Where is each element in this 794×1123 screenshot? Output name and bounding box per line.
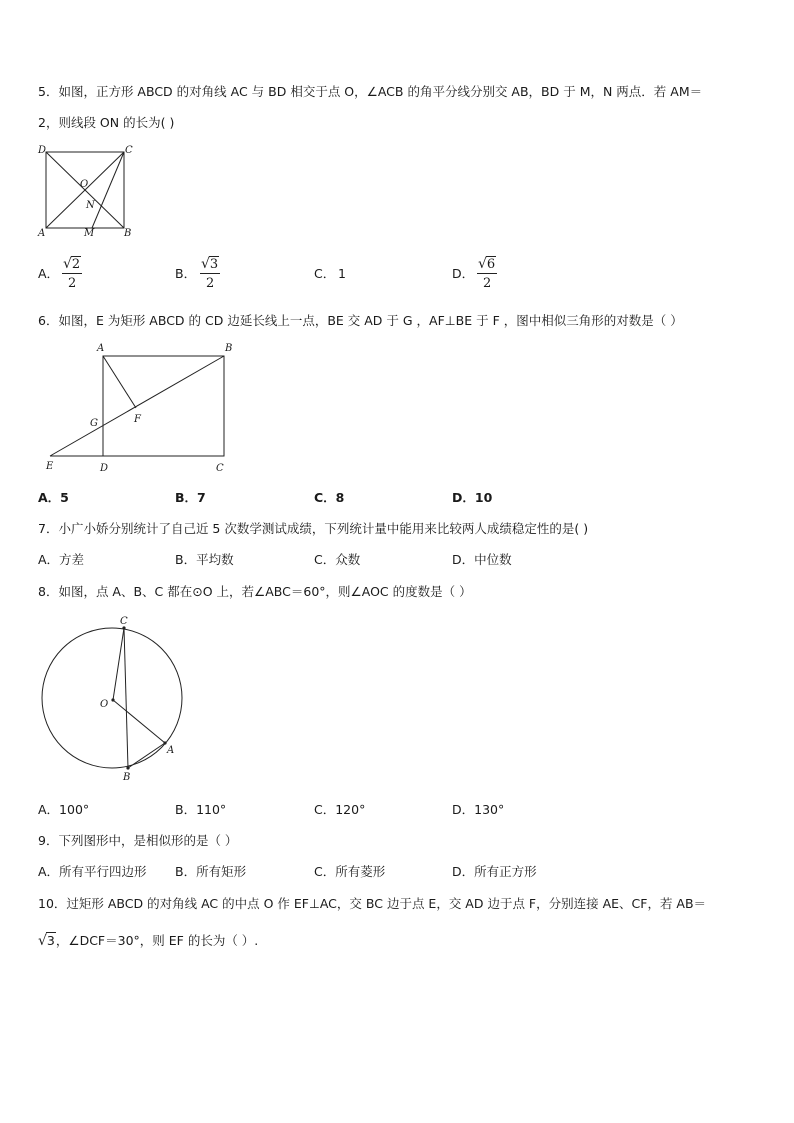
label-a: A [38, 228, 46, 239]
q8-option-c: C．120° [314, 802, 366, 817]
q10-stem-rest: ，∠DCF＝30°，则 EF 的长为（ ）. [55, 933, 259, 948]
line-be [50, 356, 224, 456]
label-b: B [225, 343, 233, 354]
q6-stem: 6．如图，E 为矩形 ABCD 的 CD 边延长线上一点，BE 交 AD 于 G ，AF⊥BE 于 F ，图中相似三角形的对数是（ ） [38, 313, 683, 328]
q8-option-a: A．100° [38, 802, 90, 817]
q6-option-b: B．7 [175, 490, 206, 505]
q5-option-c-value: 1 [338, 266, 346, 281]
label-e: E [46, 461, 54, 472]
q7-stem: 7．小广小娇分别统计了自己近 5 次数学测试成绩，下列统计量中能用来比较两人成绩稳定性的是( ) [38, 521, 589, 536]
q7-option-a: A．方差 [38, 552, 85, 567]
q8-stem: 8．如图，点 A、B、C 都在⊙O 上，若∠ABC＝60°，则∠AOC 的度数是（ ） [38, 584, 472, 599]
q5-square-figure [36, 142, 136, 240]
q6-option-d: D．10 [452, 490, 493, 505]
q5-option-a-fraction: $\frac{√2}{2}$ [63, 256, 81, 291]
q5-option-d-letter: D． [452, 266, 475, 281]
center-point [111, 698, 114, 701]
q5-option-c-letter: C． [314, 266, 336, 281]
line-af [103, 356, 136, 408]
q6-option-a: A．5 [38, 490, 69, 505]
q6-option-c: C．8 [314, 490, 345, 505]
label-d: D [100, 463, 109, 474]
q10-radicand: 3 [46, 933, 55, 948]
label-a: A [167, 745, 175, 756]
label-m: M [84, 228, 95, 239]
chord-ba [128, 743, 165, 768]
q9-option-b: B．所有矩形 [175, 864, 247, 879]
q10-stem-line1: 10．过矩形 ABCD 的对角线 AC 的中点 O 作 EF⊥AC，交 BC 边于点 E，交 AD 边于点 F，分别连接 AE、CF，若 AB＝ [38, 896, 707, 911]
radius-oa [113, 700, 165, 743]
q9-option-d: D．所有正方形 [452, 864, 537, 879]
point-b [126, 766, 129, 769]
circle-o [42, 628, 182, 768]
q5-option-a-letter: A． [38, 266, 60, 281]
label-d: D [38, 145, 47, 156]
q5-stem-line1: 5．如图，正方形 ABCD 的对角线 AC 与 BD 相交于点 O，∠ACB 的角平分线分别交 AB，BD 于 M，N 两点．若 AM＝ [38, 84, 703, 99]
q7-option-b: B．平均数 [175, 552, 234, 567]
q9-option-a: A．所有平行四边形 [38, 864, 147, 879]
label-o: O [80, 179, 89, 190]
radius-oc [113, 628, 124, 700]
label-o: O [100, 699, 109, 710]
label-b: B [124, 228, 132, 239]
label-a: A [97, 343, 105, 354]
label-f: F [134, 414, 141, 425]
label-b: B [123, 772, 131, 783]
q9-option-c: C．所有菱形 [314, 864, 386, 879]
q9-stem: 9．下列图形中，是相似形的是（ ） [38, 833, 238, 848]
q8-circle-figure [38, 612, 188, 784]
q5-option-d-fraction: $\frac{√6}{2}$ [478, 256, 496, 291]
q7-option-d: D．中位数 [452, 552, 512, 567]
label-c: C [216, 463, 224, 474]
chord-cb [124, 628, 128, 768]
bisector-cm [92, 152, 124, 228]
q7-option-c: C．众数 [314, 552, 361, 567]
label-g: G [90, 418, 98, 429]
q6-rectangle-figure [40, 336, 250, 476]
q5-stem-line2: 2，则线段 ON 的长为( ) [38, 115, 175, 130]
label-c: C [120, 616, 128, 627]
label-n: N [86, 200, 95, 211]
q5-option-b-letter: B． [175, 266, 197, 281]
label-c: C [125, 145, 133, 156]
q10-stem-line2: √3，∠DCF＝30°，则 EF 的长为（ ）. [38, 933, 259, 949]
rectangle-abcd [103, 356, 224, 456]
q8-option-d: D．130° [452, 802, 505, 817]
q5-option-b-fraction: $\frac{√3}{2}$ [201, 256, 219, 291]
q8-option-b: B．110° [175, 802, 227, 817]
